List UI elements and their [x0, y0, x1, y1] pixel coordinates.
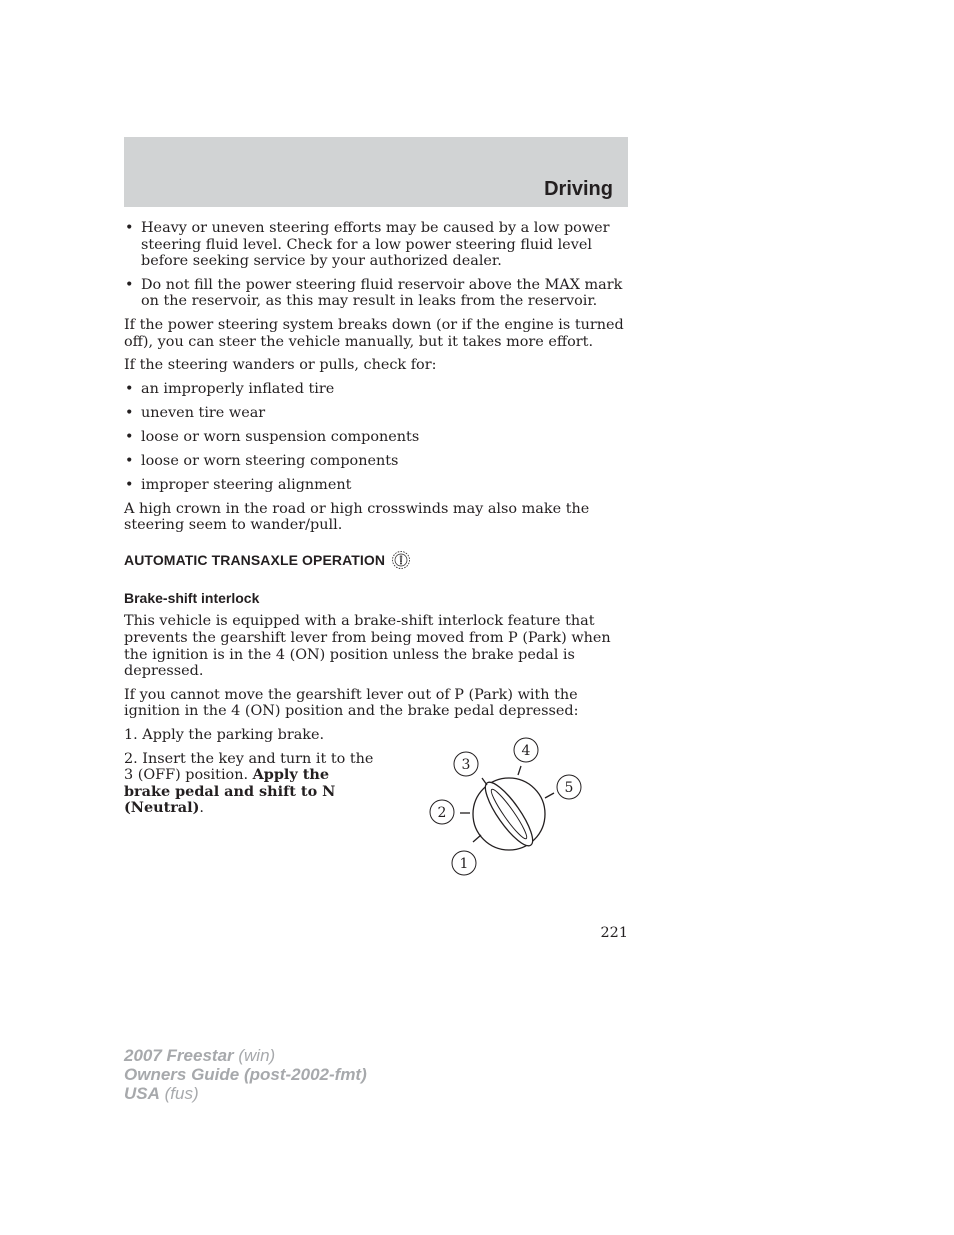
list-item: • improper steering alignment	[124, 477, 628, 494]
footer-model-code: (win)	[233, 1046, 276, 1065]
footer-market-code: (fus)	[159, 1084, 199, 1103]
gearshift-icon	[391, 550, 411, 570]
section-header-band	[124, 137, 628, 207]
footer-market: USA	[124, 1084, 160, 1103]
ignition-diagram	[420, 730, 590, 890]
footer-line-3	[124, 1084, 367, 1103]
paragraph-wanders: If the steering wanders or pulls, check for:	[124, 357, 437, 374]
step-2-end: .	[199, 800, 204, 817]
step-1: 1. Apply the parking brake.	[124, 727, 325, 744]
paragraph-interlock-1: This vehicle is equipped with a brake-shift interlock feature that prevents the gearshift lever from being moved from P (Park) when the ignition is in the 4 (ON) position unless the brake pedal is depressed.	[124, 613, 611, 680]
position-3-label: 3	[461, 757, 471, 773]
list-item: • uneven tire wear	[124, 405, 628, 422]
power-steering-notes	[124, 220, 628, 310]
footer-guide: Owners Guide (post-2002-fmt)	[124, 1065, 367, 1084]
step-2	[124, 751, 379, 817]
heading-transaxle-text: AUTOMATIC TRANSAXLE OPERATION	[124, 551, 386, 568]
list-item: • loose or worn steering components	[124, 453, 628, 470]
footer-line-1	[124, 1046, 367, 1065]
list-item: • loose or worn suspension components	[124, 429, 628, 446]
paragraph-breakdown: If the power steering system breaks down (or if the engine is turned off), you can steer the vehicle manually, but it takes more effort.	[124, 316, 624, 350]
footer-model: 2007 Freestar	[124, 1046, 234, 1065]
list-item: • Do not fill the power steering fluid reservoir above the MAX mark on the reservoir, as this may result in leaks from the reservoir.	[124, 277, 628, 310]
subheading-interlock: Brake-shift interlock	[124, 589, 260, 606]
list-item: • an improperly inflated tire	[124, 381, 628, 398]
list-item: • Heavy or uneven steering efforts may be caused by a low power steering fluid level. Check for a low power steering fluid level before seeking service by your authorized dealer.	[124, 220, 628, 270]
ignition-key-cylinder-icon	[420, 730, 590, 890]
steering-check-list	[124, 381, 628, 494]
heading-transaxle	[124, 550, 628, 570]
step-2-text: 2. Insert the key and turn it to the 3 (OFF) position.	[124, 750, 374, 784]
position-1-label: 1	[459, 856, 469, 872]
page-number: 221	[600, 925, 628, 941]
section-title: Driving	[544, 178, 613, 200]
position-4-label: 4	[521, 743, 531, 759]
paragraph-crown: A high crown in the road or high crosswinds may also make the steering seem to wander/pull.	[124, 500, 590, 534]
footer-edition	[124, 1046, 367, 1103]
footer-line-2	[124, 1065, 367, 1084]
position-2-label: 2	[437, 805, 447, 821]
paragraph-interlock-2: If you cannot move the gearshift lever out of P (Park) with the ignition in the 4 (ON) position and the brake pedal depressed:	[124, 686, 579, 720]
position-5-label: 5	[564, 780, 574, 796]
step-2-bold: Apply the brake pedal and shift to N (Neutral)	[124, 766, 336, 817]
